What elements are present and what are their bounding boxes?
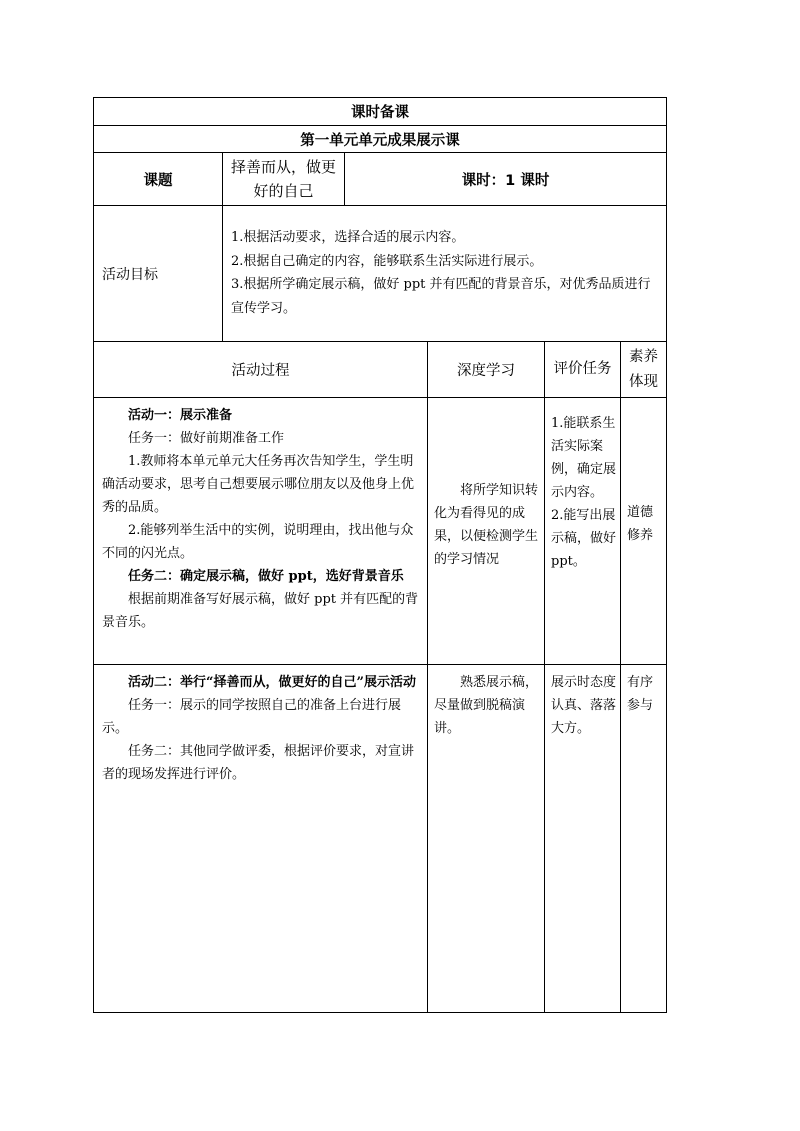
goal-item: 1.根据活动要求，选择合适的展示内容。: [231, 230, 465, 245]
activity1-evaluation: [545, 398, 621, 665]
activity1-process: [94, 398, 428, 665]
topic-value: 择善而从，做更好的自己: [223, 153, 345, 206]
activity2-task1: 任务一：展示的同学按照自己的准备上台进行展示。: [102, 698, 402, 736]
activity2-evaluation: 展示时态度认真、落落大方。: [545, 665, 621, 1013]
col-header-literacy: 素养体现: [621, 342, 667, 398]
unit-title: 第一单元单元成果展示课: [94, 126, 667, 153]
activity2-title: 活动二：举行“择善而从，做更好的自己”展示活动: [128, 675, 416, 690]
activity2-deep-text: 熟悉展示稿，尽量做到脱稿演讲。: [434, 675, 539, 736]
lesson-plan-table: [93, 97, 667, 1013]
activity1-step1: 1.教师将本单元单元大任务再次告知学生，学生明确活动要求，思考自己想要展示哪位朋友以及他身上优秀的品质。: [102, 454, 415, 515]
goals-list: [223, 206, 667, 342]
activity1-task2: 任务二：确定展示稿，做好 ppt，选好背景音乐: [128, 569, 404, 584]
activity1-eval-2: 2.能写出展示稿，做好 ppt。: [551, 508, 617, 569]
activity1-step2: 2.能够列举生活中的实例，说明理由，找出他与众不同的闪光点。: [102, 523, 414, 561]
lesson-hours: 课时：1 课时: [345, 153, 667, 206]
activity2-process: [94, 665, 428, 1013]
activity2-literacy: 有序参与: [621, 665, 667, 1013]
lesson-plan-page: [93, 97, 666, 1013]
activity1-deep-learning: [428, 398, 545, 665]
activity1-eval-1: 1.能联系生活实际案例，确定展示内容。: [551, 416, 617, 500]
activity2-deep-learning: [428, 665, 545, 1013]
goals-label: 活动目标: [94, 206, 223, 342]
goal-item: 2.根据自己确定的内容，能够联系生活实际进行展示。: [231, 253, 543, 269]
activity2-task2: 任务二：其他同学做评委，根据评价要求，对宣讲者的现场发挥进行评价。: [102, 744, 415, 782]
page-title: 课时备课: [94, 98, 667, 126]
goal-item: 3.根据所学确定展示稿，做好 ppt 并有匹配的背景音乐，对优秀品质进行宣传学习。: [231, 277, 651, 316]
col-header-process: 活动过程: [94, 342, 428, 398]
activity1-task1: 任务一：做好前期准备工作: [128, 431, 285, 446]
activity1-literacy: 道德修养: [621, 398, 667, 665]
activity1-deep-text: 将所学知识转化为看得见的成果，以便检测学生的学习情况: [434, 483, 539, 567]
col-header-deep-learning: 深度学习: [428, 342, 545, 398]
activity1-title: 活动一：展示准备: [128, 408, 233, 423]
activity1-step3: 根据前期准备写好展示稿，做好 ppt 并有匹配的背景音乐。: [102, 592, 419, 630]
col-header-evaluation: 评价任务: [545, 342, 621, 398]
topic-label: 课题: [94, 153, 223, 206]
